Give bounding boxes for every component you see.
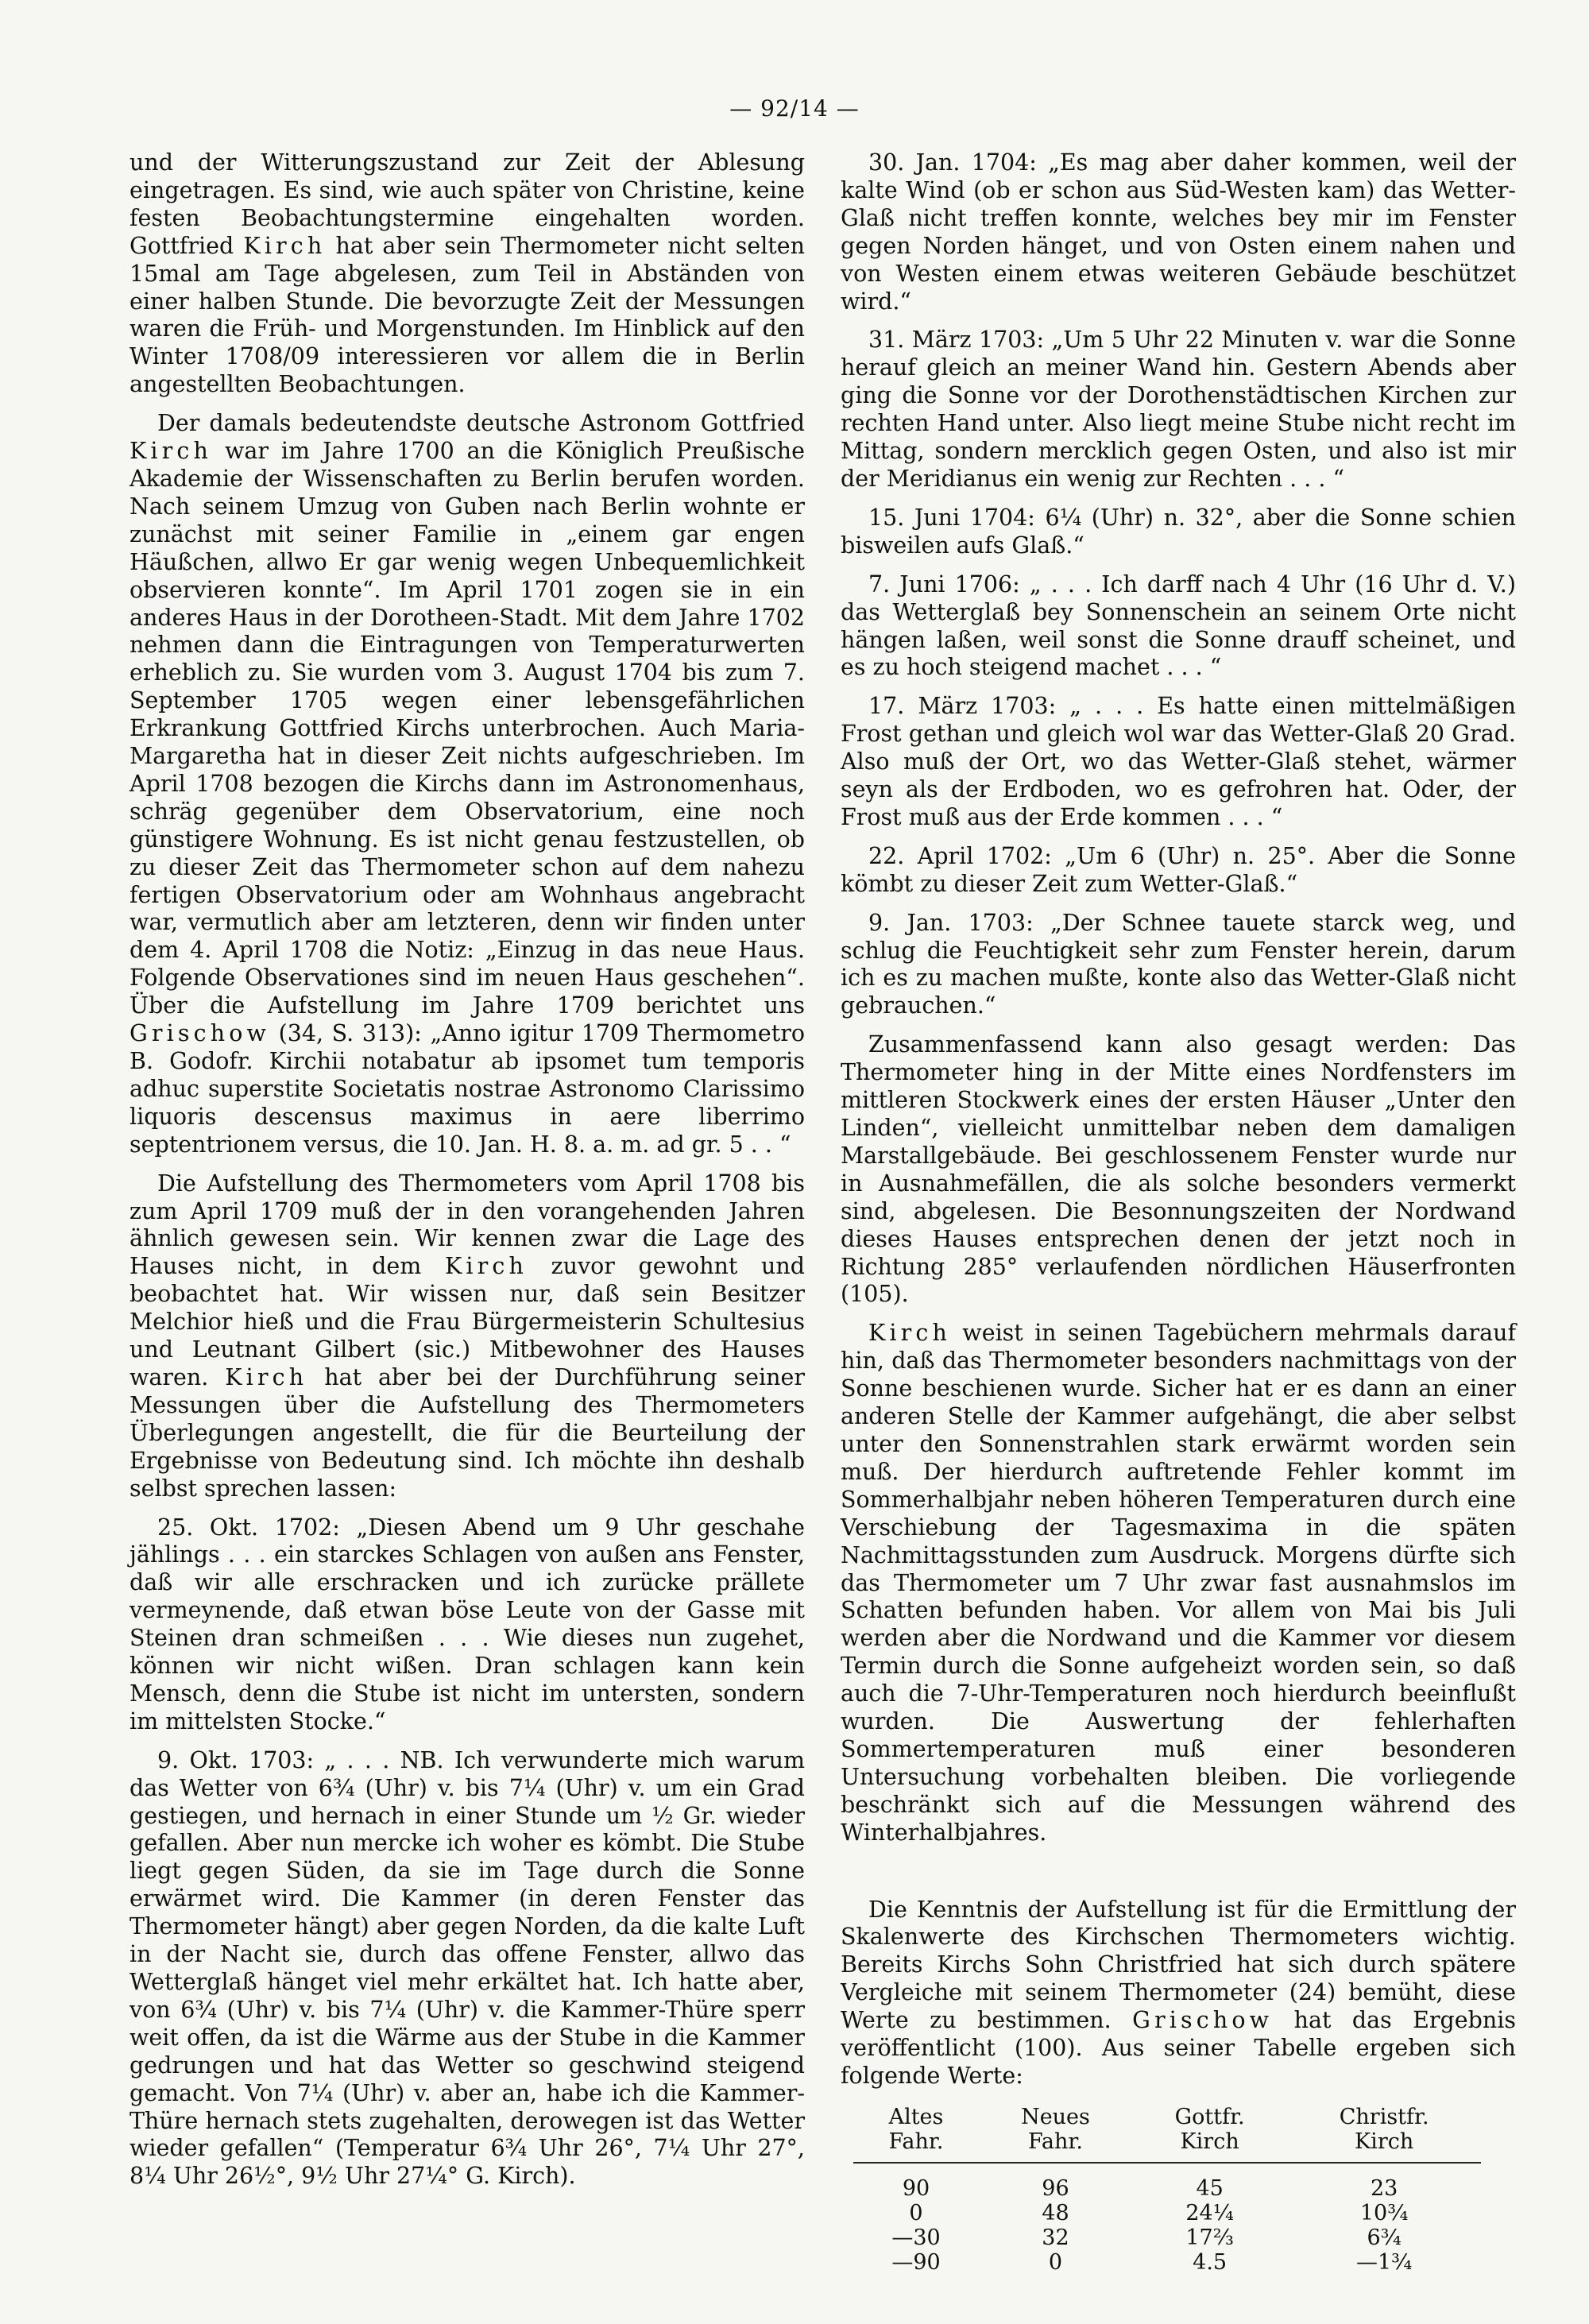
table-cell: 17⅔ <box>1185 2225 1234 2250</box>
table-cell: 48 <box>1042 2200 1069 2225</box>
table-cell: —90 <box>891 2249 941 2275</box>
paragraph: 22. April 1702: „Um 6 (Uhr) n. 25°. Aber die Sonne kömbt zu dieser Zeit zum Wetter-Glaß.“ <box>841 842 1516 897</box>
paragraph: Der damals bedeutendste deutsche Astronom Gottfried Kirch war im Jahre 1700 an die Königlich Preußische Akademie der Wissenschaften zu Berlin berufen worden. Nach seinem Umzug von Guben nach Berlin wohnte er zunächst mit seiner Familie in „einem gar engen Häußchen, allwo Er gar wenig wegen Unbequemlichkeit observieren konnte“. Im April 1701 zogen sie in ein anderes Haus in der Dorotheen-Stadt. Mit dem Jahre 1702 nehmen dann die Eintragungen von Temperaturwerten erheblich zu. Sie wurden vom 3. August 1704 bis zum 7. September 1705 wegen einer lebensgefährlichen Erkrankung Gottfried Kirchs unterbrochen. Auch Maria-Margaretha hat in dieser Zeit nichts aufgeschrieben. Im April 1708 bezogen die Kirchs dann im Astronomenhaus, schräg gegenüber dem Observatorium, eine noch günstigere Wohnung. Es ist nicht genau festzustellen, ob zu dieser Zeit das Thermometer schon auf dem nahezu fertigen Observatorium oder am Wohnhaus angebracht war, vermutlich aber am letzteren, denn wir finden unter dem 4. April 1708 die Notiz: „Einzug in das neue Haus. Folgende Observationes sind im neuen Haus geschehen“. Über die Aufstellung im Jahre 1709 berichtet uns Grischow (34, S. 313): „Anno igitur 1709 Thermometro B. Godofr. Kirchii notabatur ab ipsomet tum temporis adhuc superstite Societatis nostrae Astronomo Clarissimo liquoris descensus maximus in aere liberrimo septentrionem versus, die 10. Jan. H. 8. a. m. ad gr. 5 . . “ <box>130 410 805 1158</box>
table-row <box>853 2163 1481 2201</box>
header-line: Kirch <box>1355 2129 1414 2154</box>
paragraph: 9. Okt. 1703: „ . . . NB. Ich verwunderte mich warum das Wetter von 6¾ (Uhr) v. bis 7¼ (Uhr) v. um ein Grad gestiegen, und hernach in einer Stunde um ½ Gr. wieder gefallen. Aber nun mercke ich woher es kömbt. Die Stube liegt gegen Süden, da sie im Tage durch die Sonne erwärmet wird. Die Kammer (in deren Fenster das Thermometer hängt) aber gegen Norden, da die kalte Luft in der Nacht sie, durch das offene Fenster, allwo das Wetterglaß hänget viel mehr erkältet hat. Ich hatte aber, von 6¾ (Uhr) v. bis 7¼ (Uhr) v. die Kammer-Thüre sperr weit offen, da ist die Wärme aus der Stube in die Kammer gedrungen und hat das Wetter so geschwind steigend gemacht. Von 7¼ (Uhr) v. aber an, habe ich die Kammer-Thüre hernach stets zugehalten, derowegen ist das Wetter wieder gefallen“ (Temperatur 6¾ Uhr 26°, 7¼ Uhr 27°, 8¼ Uhr 26½°, 9½ Uhr 27¼° G. Kirch). <box>130 1746 805 2190</box>
table-cell: 45 <box>1196 2175 1224 2201</box>
spaced-name: Kirch <box>444 1253 528 1280</box>
paragraph: 31. März 1703: „Um 5 Uhr 22 Minuten v. war die Sonne herauf gleich an meiner Wand hin. Gestern Abends aber ging die Sonne vor der Dorothenstädtischen Kirchen zur rechten Hand unter. Also liegt meine Stube nicht recht im Mittag, sondern mercklich gegen Osten, und also ist mir der Meridianus ein wenig zur Rechten . . . “ <box>841 327 1516 492</box>
table-cell: 32 <box>1042 2225 1069 2250</box>
table-cell: 0 <box>1048 2249 1063 2275</box>
paragraph: 30. Jan. 1704: „Es mag aber daher kommen, weil der kalte Wind (ob er schon aus Süd-Westen kam) das Wetter-Glaß nicht treffen konnte, welches bey mir im Fenster gegen Norden hänget, und von Osten einem nahen und von Westen einem etwas weiteren Gebäude beschützet wird.“ <box>841 149 1516 315</box>
table-cell: 4.5 <box>1193 2249 1228 2275</box>
spaced-name: Grischow <box>130 1020 271 1047</box>
header-line: Christfr. <box>1339 2104 1429 2129</box>
table-cell: 96 <box>1042 2175 1069 2201</box>
table-header-row <box>853 2102 1481 2163</box>
left-column <box>130 149 805 2202</box>
header-line: Fahr. <box>1028 2129 1083 2154</box>
table-cell: 90 <box>902 2175 930 2201</box>
spaced-name: Kirch <box>868 1320 951 1347</box>
table-row <box>853 2250 1481 2275</box>
page-number: — 92/14 — <box>729 95 860 122</box>
table-body <box>853 2163 1481 2275</box>
header-line: Fahr. <box>888 2129 944 2154</box>
paragraph: 25. Okt. 1702: „Diesen Abend um 9 Uhr geschahe jählings . . . ein starckes Schlagen von außen ans Fenster, daß wir alle erschracken und ich zurücke prällete vermeynende, daß etwan böse Leute von der Gasse mit Steinen dran schmeißen . . . Wie dieses nun zugehet, können wir nicht wißen. Dran schlagen kann kein Mensch, denn die Stube ist nicht im untersten, sondern im mittelsten Stocke.“ <box>130 1514 805 1734</box>
paragraph: Die Kenntnis der Aufstellung ist für die Ermittlung der Skalenwerte des Kirchschen Thermometers wichtig. Bereits Kirchs Sohn Christfried hat sich durch spätere Vergleiche mit seinem Thermometer (24) bemüht, diese Werte zu bestimmen. Grischow hat das Ergebnis veröffentlicht (100). Aus seiner Tabelle ergeben sich folgende Werte: <box>841 1896 1517 2089</box>
table-cell: 6¾ <box>1367 2225 1401 2250</box>
header-line: Neues <box>1021 2104 1090 2129</box>
table-header-cell <box>853 2102 979 2163</box>
table-cell: 23 <box>1370 2175 1398 2201</box>
scale-values-table <box>853 2102 1481 2275</box>
table-row <box>853 2225 1481 2250</box>
table-cell: —30 <box>891 2225 941 2250</box>
spaced-name: Kirch <box>243 232 327 259</box>
header-line: Altes <box>888 2104 944 2129</box>
spaced-name: Grischow <box>1132 2007 1274 2034</box>
table-header-cell <box>1132 2102 1287 2163</box>
table-cell: —1¾ <box>1355 2249 1413 2275</box>
paragraph: 17. März 1703: „ . . . Es hatte einen mittelmäßigen Frost gethan und gleich wol war das Wetter-Glaß 20 Grad. Also muß der Ort, wo das Wetter-Glaß stehet, wärmer seyn als der Erdboden, wo es gefrohren hat. Oder, der Frost muß aus der Erde kommen . . . “ <box>841 693 1516 830</box>
right-column <box>841 149 1516 2275</box>
table-cell: 24¼ <box>1185 2200 1234 2225</box>
table-cell: 10¾ <box>1359 2200 1409 2225</box>
paragraph: Die Aufstellung des Thermometers vom April 1708 bis zum April 1709 muß der in den vorangehenden Jahren ähnlich gewesen sein. Wir kennen zwar die Lage des Hauses nicht, in dem Kirch zuvor gewohnt und beobachtet hat. Wir wissen nur, daß sein Besitzer Melchior hieß und die Frau Bürgermeisterin Schultesius und Leutnant Gilbert (sic.) Mitbewohner des Hauses waren. Kirch hat aber bei der Durchführung seiner Messungen über die Aufstellung des Thermometers Überlegungen angestellt, die für die Beurteilung der Ergebnisse von Bedeutung sind. Ich möchte ihn deshalb selbst sprechen lassen: <box>130 1170 805 1502</box>
table-cell: 0 <box>909 2200 923 2225</box>
table-header-cell <box>1287 2102 1481 2163</box>
spaced-name: Kirch <box>130 438 212 465</box>
spaced-name: Kirch <box>225 1363 308 1390</box>
paragraph: 7. Juni 1706: „ . . . Ich darff nach 4 Uhr (16 Uhr d. V.) das Wetterglaß bey Sonnenschein an seinem Orte nicht hängen laßen, weil sonst die Sonne drauff scheinet, und es zu hoch steigend machet . . . “ <box>841 570 1516 681</box>
right-column-paragraphs <box>841 149 1516 2090</box>
paragraph: 15. Juni 1704: 6¼ (Uhr) n. 32°, aber die Sonne schien bisweilen aufs Glaß.“ <box>841 504 1516 559</box>
paragraph: Kirch weist in seinen Tagebüchern mehrmals darauf hin, daß das Thermometer besonders nachmittags von der Sonne beschienen wurde. Sicher hat er es dann an einer anderen Stelle der Kammer aufgehängt, die aber selbst unter den Sonnenstrahlen stark erwärmt worden sein muß. Der hierdurch auftretende Fehler kommt im Sommerhalbjahr neben höheren Temperaturen durch eine Verschiebung der Tagesmaxima in die späten Nachmittagsstunden zum Ausdruck. Morgens dürfte sich das Thermometer um 7 Uhr zwar fast ausnahmslos im Schatten befunden haben. Vor allem von Mai bis Juli werden aber die Nordwand und die Kammer vor diesem Termin durch die Sonne aufgeheizt worden sein, so daß auch die 7-Uhr-Temperaturen noch hierdurch beeinflußt wurden. Die Auswertung der fehlerhaften Sommertemperaturen muß einer besonderen Untersuchung vorbehalten bleiben. Die vorliegende beschränkt sich auf die Messungen während des Winterhalbjahres. <box>841 1320 1516 1846</box>
paragraph: und der Witterungszustand zur Zeit der Ablesung eingetragen. Es sind, wie auch später von Christine, keine festen Beobachtungstermine eingehalten worden. Gottfried Kirch hat aber sein Thermometer nicht selten 15mal am Tage abgelesen, zum Teil in Abständen von einer halben Stunde. Die bevorzugte Zeit der Messungen waren die Früh- und Morgenstunden. Im Hinblick auf den Winter 1708/09 interessieren vor allem die in Berlin angestellten Beobachtungen. <box>130 149 805 398</box>
header-line: Gottfr. <box>1174 2104 1245 2129</box>
paragraph: Zusammenfassend kann also gesagt werden: Das Thermometer hing in der Mitte eines Nordfensters im mittleren Stockwerk eines der ersten Häuser „Unter den Linden“, vielleicht unmittelbar neben dem damaligen Marstallgebäude. Bei geschlossenem Fenster wurde nur in Ausnahmefällen, die als solche besonders vermerkt sind, abgelesen. Die Besonnungszeiten der Nordwand dieses Hauses entsprechen denen der jetzt noch in Richtung 285° verlaufenden nördlichen Häuserfronten (105). <box>841 1031 1516 1308</box>
header-line: Kirch <box>1180 2129 1239 2154</box>
table-header-cell <box>979 2102 1132 2163</box>
paragraph: 9. Jan. 1703: „Der Schnee tauete starck weg, und schlug die Feuchtigkeit sehr zum Fenster herein, darum ich es zu machen mußte, konte also das Wetter-Glaß nicht gebrauchen.“ <box>841 909 1516 1019</box>
table-row <box>853 2201 1481 2225</box>
